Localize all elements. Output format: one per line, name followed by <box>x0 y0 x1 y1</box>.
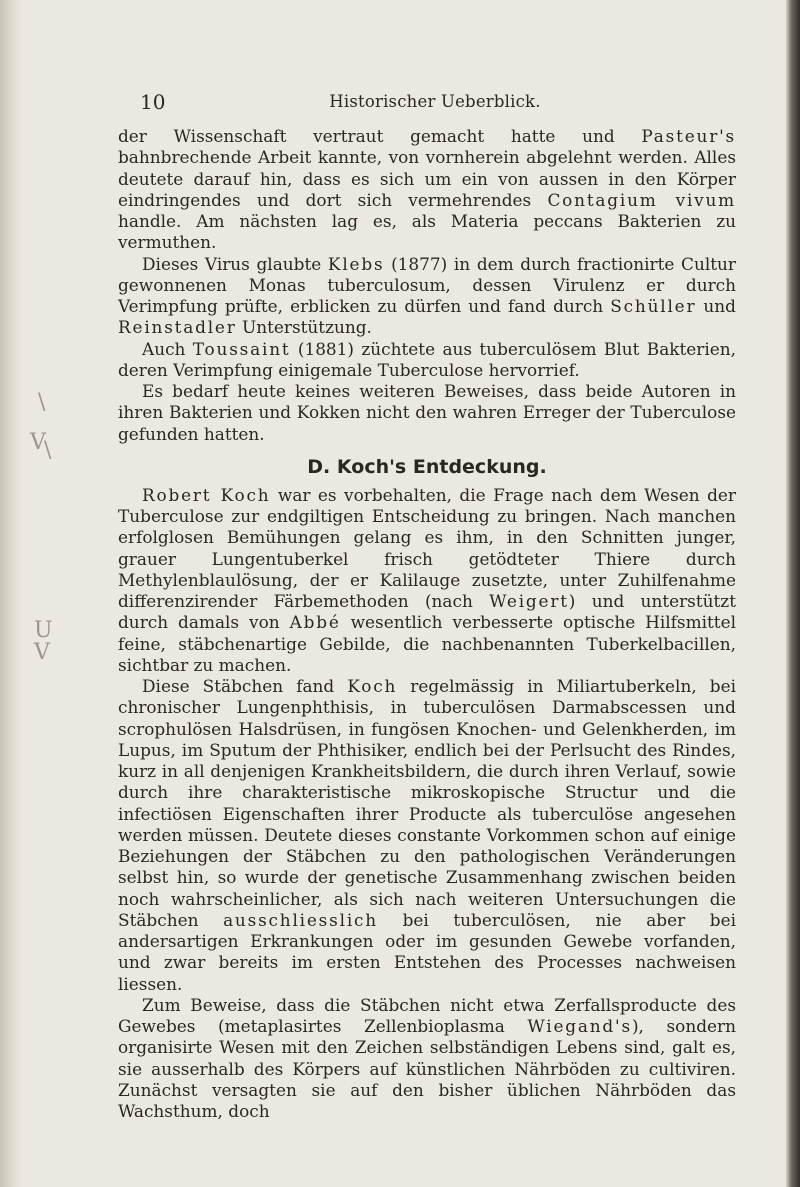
spaced-name: Contagium vivum <box>547 189 736 210</box>
page-header <box>140 92 730 122</box>
spaced-name: Weigert <box>489 591 569 611</box>
spaced-name: Pasteur's <box>641 126 736 146</box>
margin-mark: V <box>30 430 46 455</box>
spaced-name: Wiegand's <box>527 1016 632 1036</box>
paragraph <box>118 995 736 1123</box>
text-run: regelmässig in Miliartuberkeln, bei chronischer Lungenphthisis, in tuberculösen Darmabscessen und scrophulösen Halsdrüsen, in fungösen Knochen- und Gelenkherden, im Lupus, im Sputum der Phthisiker, endlich bei der Perlsucht des Rindes, kurz in all denjenigen Krankheitsbildern, die durch ihren Verlauf, sowie durch ihre charakteristische mikroskopische Structur und die infectiösen Eigenschaften ihrer Producte als tuberculöse angesehen werden müssen. Deutete dieses constante Vorkommen schon auf einige Beziehungen der Stäbchen zu den pathologischen Veränderungen selbst hin, so wurde der genetische Zusammenhang zwischen beiden noch wahrscheinlicher, als sich nach weiteren Untersuchungen die Stäbchen <box>118 676 736 930</box>
margin-mark: \ <box>44 438 52 463</box>
text-run: Zum Beweise, dass die Stäbchen nicht etwa Zerfallsproducte des Gewebes (metaplasirtes Zellenbioplasma <box>118 994 736 1036</box>
margin-mark: U <box>34 618 53 643</box>
text-run: bahnbrechende Arbeit kannte, von vornherein abgelehnt werden. Alles deutete darauf hin, dass es sich um ein von aussen in den Körper eindringendes und dort sich vermehrendes <box>118 147 736 210</box>
text-run: Auch <box>142 338 193 359</box>
body-text <box>118 126 736 1122</box>
text-run: bei tuberculösen, nie aber bei andersartigen Erkrankungen oder im gesunden Gewebe vorfanden, und zwar bereits im ersten Entstehen des Processes nachweisen liessen. <box>118 909 736 994</box>
spaced-name: Reinstadler <box>118 317 237 338</box>
text-run: ), sondern organisirte Wesen mit den Zeichen selbständigen Lebens sind, galt es, sie ausserhalb des Körpers auf künstlichen Nährböden zu cultiviren. Zunächst versagten sie auf den bisher üblichen Nährböden das Wachsthum, doch <box>118 1016 736 1121</box>
section-heading: D. Koch's Entdeckung. <box>307 455 547 478</box>
text-run: wesentlich verbesserte optische Hilfsmittel feine, stäbchenartige Gebilde, die nachbenannten Tuberkelbacillen, sichtbar zu machen. <box>118 612 736 675</box>
spaced-name: Klebs <box>327 253 385 274</box>
running-title: Historischer Ueberblick. <box>329 92 541 111</box>
spaced-name: Toussaint <box>192 338 291 359</box>
paragraph <box>118 676 736 995</box>
text-run: (1881) züchtete aus tuberculösem Blut Bakterien, deren Verimpfung einigemale Tuberculose hervorrief. <box>118 338 736 380</box>
text-run: der Wissenschaft vertraut gemacht hatte und <box>118 126 642 146</box>
spaced-name: Robert Koch <box>142 484 271 505</box>
spaced-name: Schüller <box>610 296 697 316</box>
text-run: Es bedarf heute keines weiteren Beweises, dass beide Autoren in ihren Bakterien und Kokken nicht den wahren Erreger der Tuberculose gefunden hatten. <box>118 381 736 444</box>
spaced-name: Abbé <box>289 612 341 633</box>
paragraph <box>118 126 736 254</box>
text-run: handle. Am nächsten lag es, als Materia peccans Bakterien zu vermuthen. <box>118 211 736 253</box>
spaced-name: ausschliesslich <box>223 909 378 930</box>
text-run: Dieses Virus glaubte <box>142 253 328 274</box>
paragraph <box>118 254 736 339</box>
text-run: und <box>696 296 736 316</box>
paragraph <box>118 339 736 382</box>
text-run: Diese Stäbchen fand <box>142 676 348 696</box>
text-run: (1877) in dem durch fractionirte Cultur gewonnenen Monas tuberculosum, dessen Virulenz er durch Verimpfung prüfte, erblicken zu dürfen und fand durch <box>118 253 737 316</box>
text-run: war es vorbehalten, die Frage nach dem Wesen der Tuberculose zur endgiltigen Entscheidung zu bringen. Nach manchen erfolglosen Bemühungen gelang es ihm, in den Schnitten junger, grauer Lungentuberkel frisch getödteter Thiere durch Methylenblaulösung, der er Kalilauge zusetzte, unter Zuhilfenahme differenzirender Färbemethoden (nach <box>118 484 736 611</box>
paragraph <box>118 381 736 445</box>
page-number: 10 <box>140 90 166 114</box>
margin-mark: V <box>34 640 50 665</box>
scan-edge-right <box>786 0 800 1187</box>
scan-shadow-left <box>0 0 22 1187</box>
margin-mark: \ <box>38 390 46 415</box>
text-run: Unterstützung. <box>236 317 372 338</box>
spaced-name: Koch <box>347 676 398 696</box>
paragraph <box>118 485 736 676</box>
text-run: ) und unterstützt durch damals von <box>118 591 736 633</box>
